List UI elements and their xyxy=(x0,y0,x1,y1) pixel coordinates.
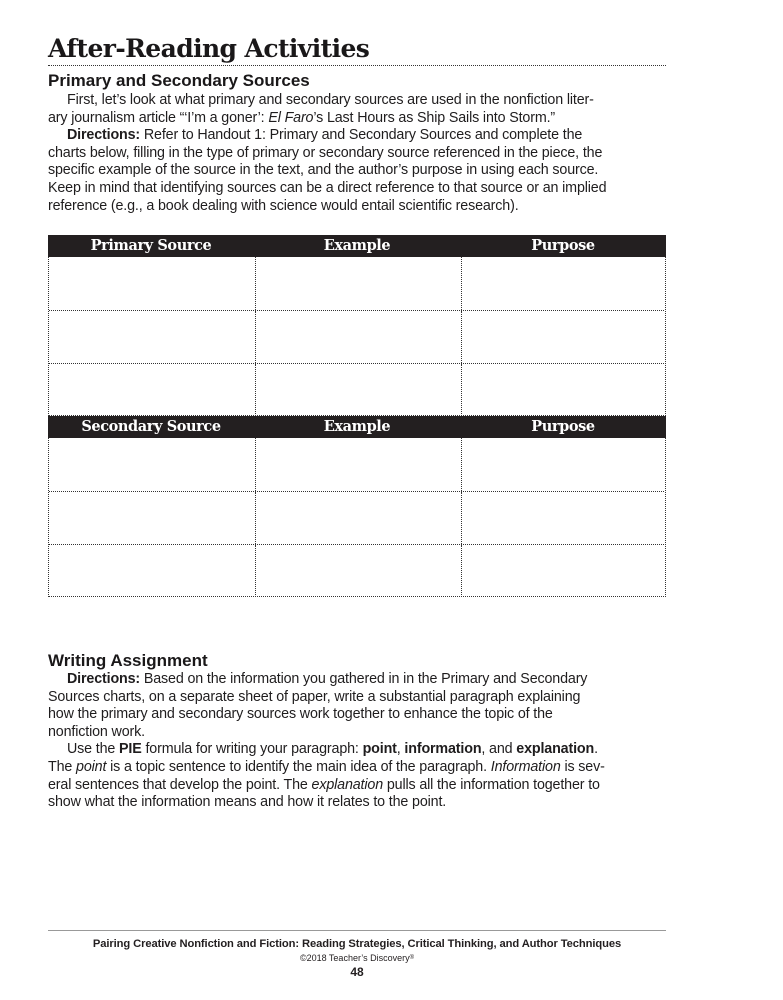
pie-italic-point: point xyxy=(76,758,107,775)
table-row xyxy=(49,363,664,416)
purpose-cell[interactable] xyxy=(461,492,667,544)
directions-line-5: reference (e.g., a book dealing with science would entail scientific research). xyxy=(48,197,519,214)
footer-book-title: Pairing Creative Nonfiction and Fiction: Reading Strategies, Critical Thinking, and Author Techniques xyxy=(92,938,622,950)
writing-line-3: how the primary and secondary sources work together to enhance the topic of the xyxy=(48,706,553,723)
directions-text: Refer to Handout 1: Primary and Secondary Sources and complete the xyxy=(140,127,583,144)
example-cell[interactable] xyxy=(255,492,461,544)
primary-table-body xyxy=(48,257,666,416)
title-dotted-rule xyxy=(48,65,666,66)
page-number: 48 xyxy=(350,965,364,979)
intro-line-1: First, let’s look at what primary and secondary sources are used in the nonfiction liter- xyxy=(67,92,594,108)
directions-label: Directions: xyxy=(67,671,141,687)
secondary-source-cell[interactable] xyxy=(49,492,255,544)
secondary-source-cell[interactable] xyxy=(49,438,255,491)
pie-text: , and xyxy=(481,741,517,758)
primary-source-cell[interactable] xyxy=(49,257,255,310)
column-header-purpose: Purpose xyxy=(531,237,595,254)
column-header-example: Example xyxy=(323,418,391,435)
writing-line-2: Sources charts, on a separate sheet of paper, write a substantial paragraph explaining xyxy=(48,688,581,705)
pie-text: pulls all the information together to xyxy=(383,776,600,793)
pie-term-point: point xyxy=(362,741,397,758)
example-cell[interactable] xyxy=(255,438,461,491)
directions-line-3: specific example of the source in the text, and the author’s purpose in using each source. xyxy=(48,162,599,179)
pie-line-1 xyxy=(48,741,666,759)
column-header-secondary-source: Secondary Source xyxy=(81,418,221,435)
pie-line-2 xyxy=(48,759,666,777)
secondary-source-table xyxy=(48,416,666,598)
example-cell[interactable] xyxy=(255,364,461,416)
sources-intro-paragraph xyxy=(48,92,666,215)
pie-text: . xyxy=(594,741,598,758)
example-cell[interactable] xyxy=(255,545,461,597)
writing-directions-paragraph xyxy=(48,671,666,812)
directions-label: Directions: xyxy=(67,127,141,144)
pie-text: is a topic sentence to identify the main idea of the paragraph. xyxy=(106,758,491,775)
column-header-purpose: Purpose xyxy=(531,418,595,435)
directions-line-4: Keep in mind that identifying sources can be a direct reference to that source or an implied xyxy=(48,179,607,196)
column-header-primary-source: Primary Source xyxy=(90,237,212,254)
page-title: After-Reading Activities xyxy=(48,34,370,63)
purpose-cell[interactable] xyxy=(461,257,667,310)
writing-section-heading: Writing Assignment xyxy=(48,651,208,670)
pie-term-information: information xyxy=(404,741,482,758)
pie-italic-information: Information xyxy=(490,758,561,775)
copyright-text: ©2018 Teacher’s Discovery xyxy=(299,953,410,963)
pie-text: is sev- xyxy=(560,758,605,775)
purpose-cell[interactable] xyxy=(461,545,667,597)
intro-line-2 xyxy=(48,110,666,128)
example-cell[interactable] xyxy=(255,311,461,363)
secondary-table-body xyxy=(48,438,666,597)
registered-mark: ® xyxy=(409,955,415,961)
table-row xyxy=(49,257,664,310)
pie-line-3 xyxy=(48,777,666,795)
pie-italic-explanation: explanation xyxy=(311,776,384,793)
purpose-cell[interactable] xyxy=(461,438,667,491)
secondary-source-cell[interactable] xyxy=(49,545,255,597)
ship-name-italic: El Faro xyxy=(268,109,314,126)
writing-line-4: nonfiction work. xyxy=(48,723,145,740)
sources-section-heading: Primary and Secondary Sources xyxy=(48,71,310,90)
intro-text-end: ’s Last Hours as Ship Sails into Storm.” xyxy=(313,109,556,126)
secondary-table-header xyxy=(48,416,666,438)
example-cell[interactable] xyxy=(255,257,461,310)
table-row xyxy=(49,438,664,491)
table-row xyxy=(49,491,664,544)
writing-line-1 xyxy=(48,671,666,689)
primary-source-cell[interactable] xyxy=(49,364,255,416)
directions-line-1 xyxy=(48,127,666,145)
pie-text: Use the xyxy=(67,741,120,758)
pie-text: The xyxy=(48,758,77,775)
column-header-example: Example xyxy=(323,237,391,254)
pie-line-4: show what the information means and how it relates to the point. xyxy=(48,794,447,811)
pie-text: formula for writing your paragraph: xyxy=(141,741,363,758)
directions-line-2: charts below, filling in the type of primary or secondary source referenced in the piece, the xyxy=(48,144,603,161)
footer-rule xyxy=(48,930,666,931)
table-row xyxy=(49,544,664,597)
table-row xyxy=(49,310,664,363)
footer-copyright xyxy=(48,952,666,964)
purpose-cell[interactable] xyxy=(461,364,667,416)
pie-acronym: PIE xyxy=(119,741,142,758)
worksheet-page xyxy=(48,0,666,1000)
primary-source-table xyxy=(48,235,666,417)
pie-text: , xyxy=(396,741,405,758)
pie-term-explanation: explanation xyxy=(516,741,595,758)
primary-table-header xyxy=(48,235,666,257)
purpose-cell[interactable] xyxy=(461,311,667,363)
directions-text: Based on the information you gathered in in the Primary and Secondary xyxy=(140,671,588,687)
primary-source-cell[interactable] xyxy=(49,311,255,363)
pie-text: eral sentences that develop the point. The xyxy=(48,776,312,793)
intro-text: ary journalism article “‘I’m a goner’: xyxy=(48,109,269,126)
